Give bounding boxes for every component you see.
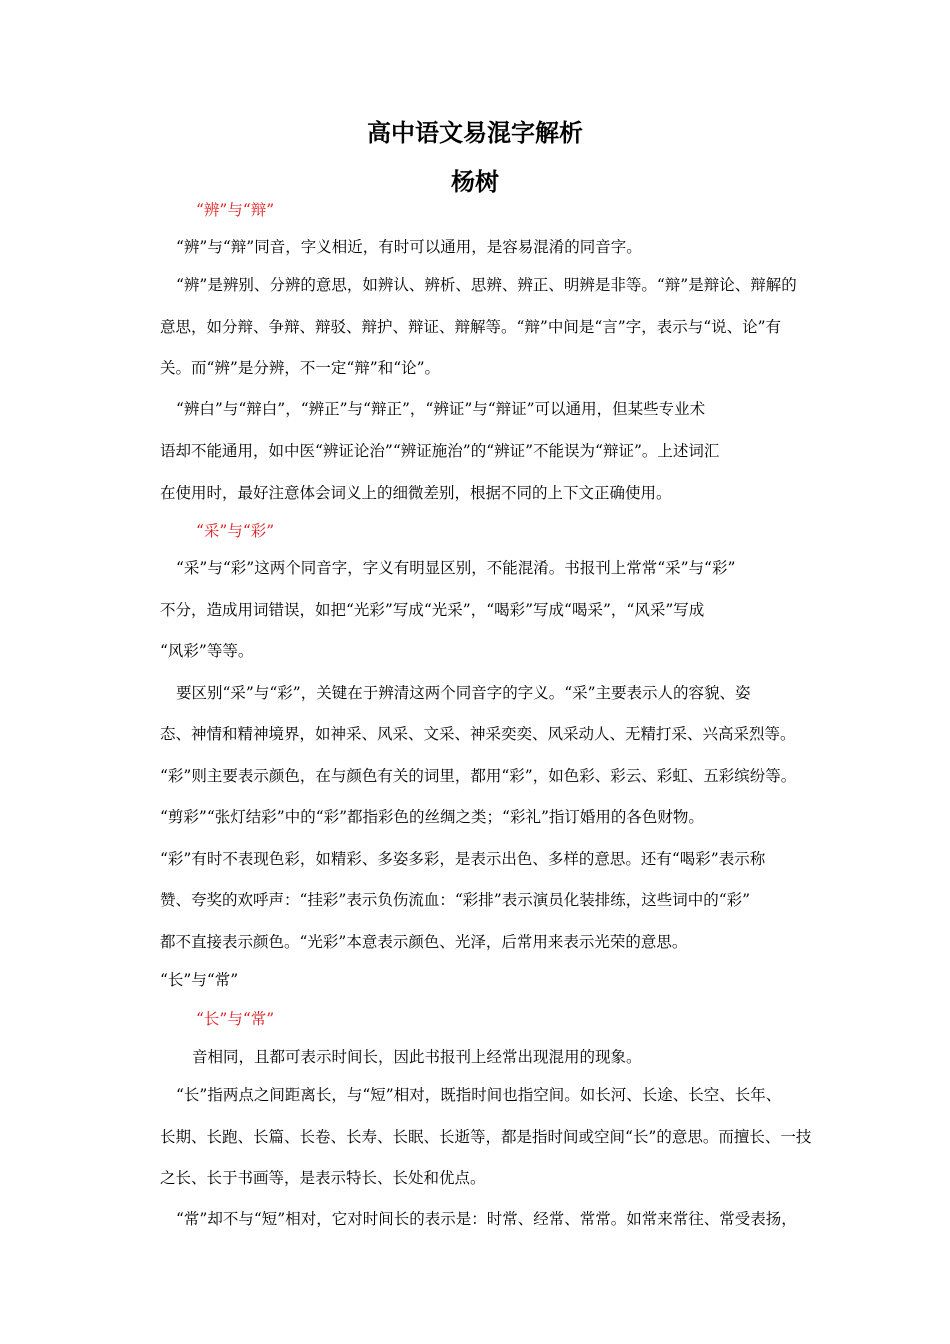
paragraph-line: “彩”则主要表示颜色，在与颜色有关的词里，都用“彩”，如色彩、彩云、彩虹、五彩缤纷等。 [160,767,797,785]
paragraph-line: 关。而“辨”是分辨，不一定“辩”和“论”。 [160,359,441,377]
paragraph-line: “风彩”等等。 [160,642,254,660]
paragraph-line: 要区别“采”与“彩”，关键在于辨清这两个同音字的字义。“采”主要表示人的容貌、姿 [176,684,751,702]
section-heading-plain: “长”与“常” [160,971,239,989]
section-heading-chang: “长”与“常” [196,1010,275,1028]
section-heading-cai: “采”与“彩” [196,522,275,540]
paragraph-line: “辨白”与“辩白”，“辨正”与“辩正”，“辨证”与“辩证”可以通用，但某些专业术 [176,400,706,418]
paragraph-line: 音相同，且都可表示时间长，因此书报刊上经常出现混用的现象。 [192,1048,642,1066]
paragraph-line: “采”与“彩”这两个同音字，字义有明显区别，不能混淆。书报刊上常常“采”与“彩” [176,559,736,577]
paragraph-line: “长”指两点之间距离长，与“短”相对，既指时间也指空间。如长河、长途、长空、长年、 [176,1086,782,1104]
document-author: 杨树 [451,167,499,196]
paragraph-line: 赞、夸奖的欢呼声：“挂彩”表示负伤流血：“彩排”表示演员化装排练，这些词中的“彩” [160,891,751,909]
paragraph-line: 在使用时，最好注意体会词义上的细微差别，根据不同的上下文正确使用。 [160,484,672,502]
section-heading-bian: “辨”与“辩” [196,201,275,219]
paragraph-line: “剪彩”“张灯结彩”中的“彩”都指彩色的丝绸之类；“彩礼”指订婚用的各色财物。 [160,808,704,826]
paragraph-line: 态、神情和精神境界，如神采、风采、文采、神采奕奕、风采动人、无精打采、兴高采烈等。 [160,725,796,743]
paragraph-line: “辨”与“辩”同音，字义相近，有时可以通用，是容易混淆的同音字。 [176,238,642,256]
paragraph-line: 之长、长于书画等，是表示特长、长处和优点。 [160,1169,486,1187]
document-title: 高中语文易混字解析 [367,118,583,147]
paragraph-line: “彩”有时不表现色彩，如精彩、多姿多彩，是表示出色、多样的意思。还有“喝彩”表示称 [160,850,766,868]
paragraph-line: “常”却不与“短”相对，它对时间长的表示是：时常、经常、常常。如常来常往、常受表扬， [176,1210,797,1228]
paragraph-line: “辨”是辨别、分辨的意思，如辨认、辨析、思辨、辨正、明辨是非等。“辩”是辩论、辩解的 [176,276,797,294]
paragraph-line: 长期、长跑、长篇、长卷、长寿、长眠、长逝等，都是指时间或空间“长”的意思。而擅长、一技 [160,1128,812,1146]
paragraph-line: 不分，造成用词错误，如把“光彩”写成“光采”，“喝彩”写成“喝采”，“风采”写成 [160,601,705,619]
paragraph-line: 意思，如分辩、争辩、辩驳、辩护、辩证、辩解等。“辩”中间是“言”字，表示与“说、论”有 [160,318,782,336]
paragraph-line: 语却不能通用，如中医“辨证论治”“辨证施治”的“辨证”不能误为“辩证”。上述词汇 [160,442,720,460]
paragraph-line: 都不直接表示颜色。“光彩”本意表示颜色、光泽，后常用来表示光荣的意思。 [160,933,688,951]
